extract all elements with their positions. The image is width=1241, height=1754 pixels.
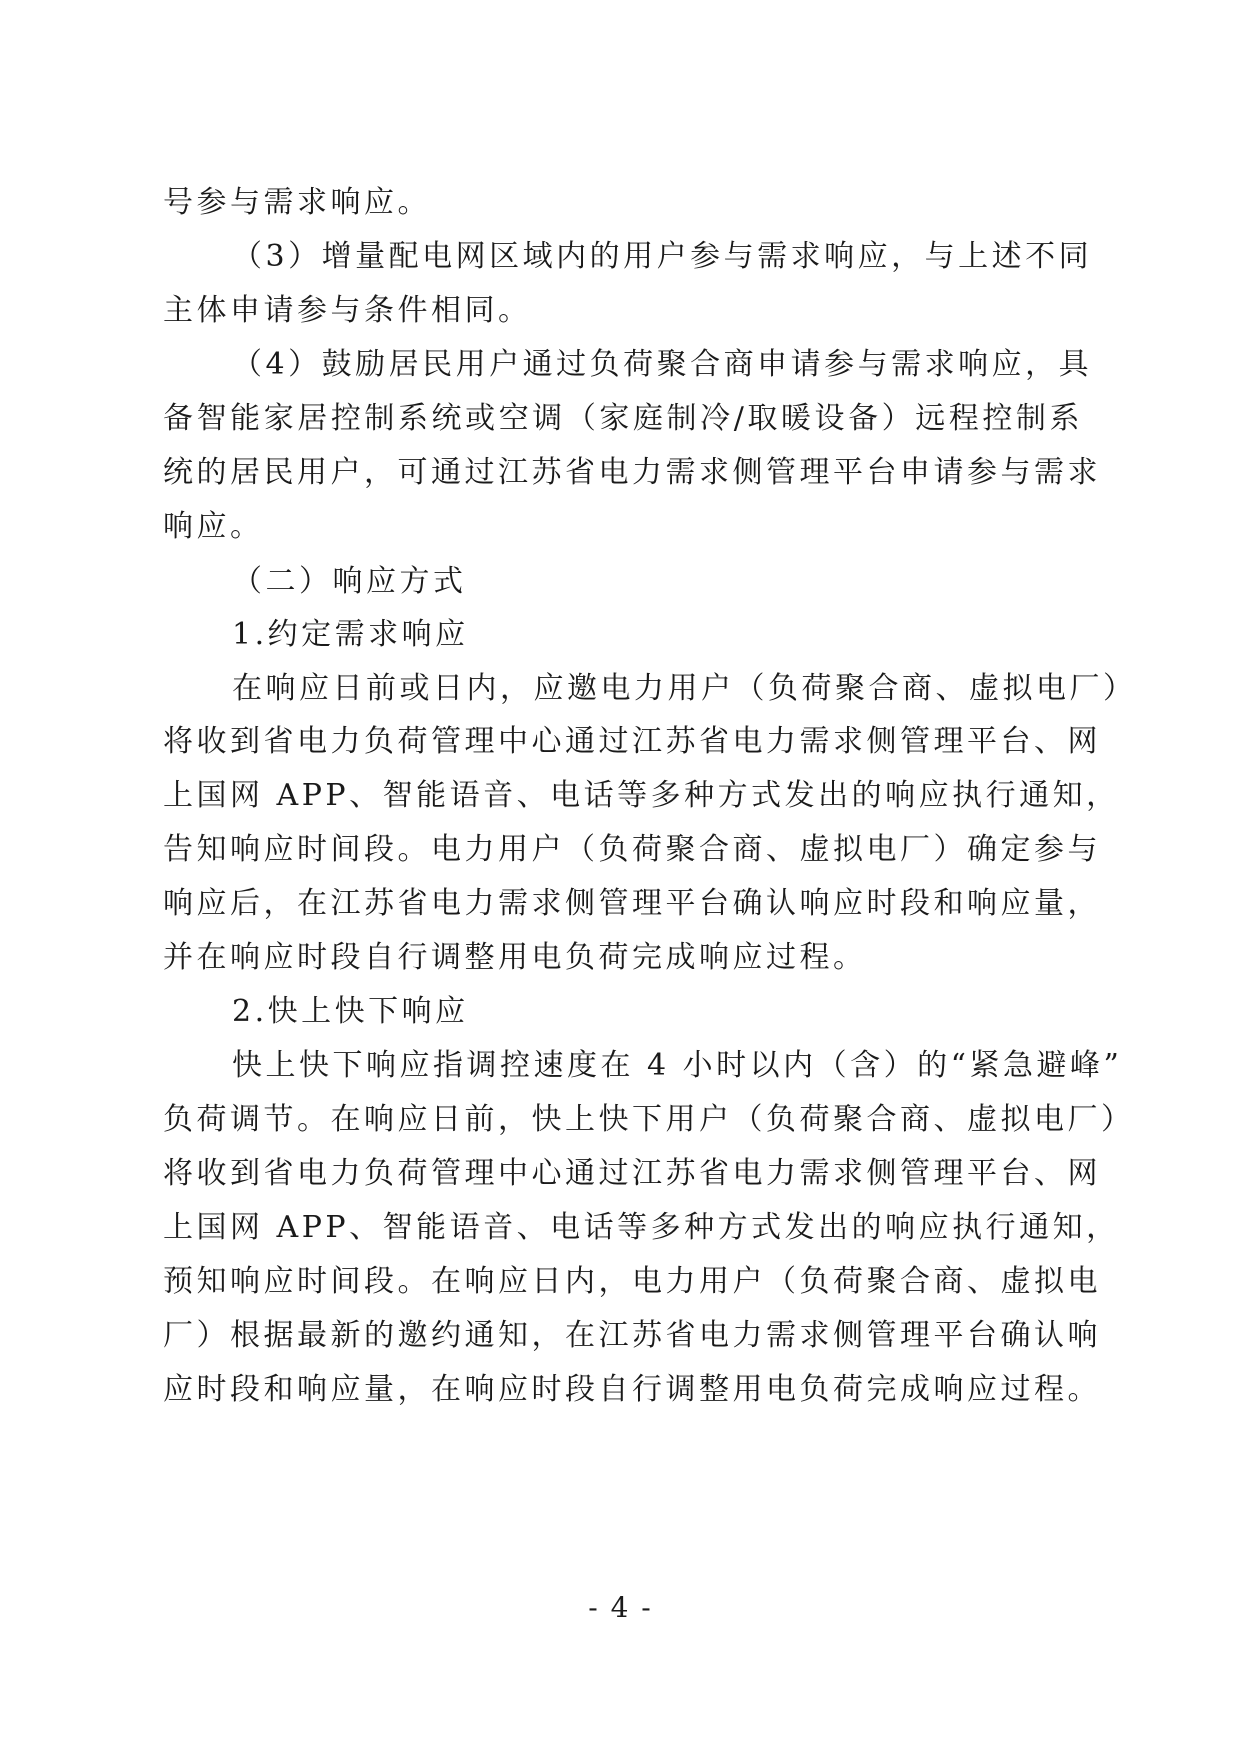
page-number: - 4 - (588, 1591, 653, 1624)
paragraph-line: 将收到省电力负荷管理中心通过江苏省电力需求侧管理平台、网 (163, 724, 1101, 759)
section-heading: （二）响应方式 (232, 564, 467, 599)
subsection-heading: 1.约定需求响应 (232, 617, 469, 652)
paragraph-line: 备智能家居控制系统或空调（家庭制冷/取暖设备）远程控制系 (163, 401, 1083, 436)
paragraph-line: 预知响应时间段。在响应日内，电力用户（负荷聚合商、虚拟电 (163, 1264, 1101, 1299)
subsection-heading: 2.快上快下响应 (232, 994, 469, 1029)
paragraph-line: 上国网 APP、智能语音、电话等多种方式发出的响应执行通知， (163, 778, 1120, 813)
paragraph-line: 厂）根据最新的邀约通知，在江苏省电力需求侧管理平台确认响 (163, 1318, 1101, 1353)
paragraph-line: （3）增量配电网区域内的用户参与需求响应，与上述不同 (232, 239, 1093, 274)
paragraph-line: 响应。 (163, 509, 264, 544)
paragraph-line: 告知响应时间段。电力用户（负荷聚合商、虚拟电厂）确定参与 (163, 832, 1101, 867)
paragraph-line: 上国网 APP、智能语音、电话等多种方式发出的响应执行通知， (163, 1210, 1120, 1245)
paragraph-line: 响应后，在江苏省电力需求侧管理平台确认响应时段和响应量， (163, 886, 1101, 921)
paragraph-line: 主体申请参与条件相同。 (163, 293, 532, 328)
paragraph-line: 号参与需求响应。 (163, 185, 431, 220)
paragraph-line: 负荷调节。在响应日前，快上快下用户（负荷聚合商、虚拟电厂） (163, 1102, 1135, 1137)
paragraph-line: 在响应日前或日内，应邀电力用户（负荷聚合商、虚拟电厂） (232, 671, 1137, 706)
paragraph-line: 并在响应时段自行调整用电负荷完成响应过程。 (163, 940, 867, 975)
paragraph-line: （4）鼓励居民用户通过负荷聚合商申请参与需求响应，具 (232, 347, 1093, 382)
paragraph-line: 统的居民用户，可通过江苏省电力需求侧管理平台申请参与需求 (163, 455, 1101, 490)
paragraph-line: 快上快下响应指调控速度在 4 小时以内（含）的“紧急避峰” (232, 1048, 1123, 1083)
paragraph-line: 将收到省电力负荷管理中心通过江苏省电力需求侧管理平台、网 (163, 1156, 1101, 1191)
paragraph-line: 应时段和响应量，在响应时段自行调整用电负荷完成响应过程。 (163, 1372, 1101, 1407)
